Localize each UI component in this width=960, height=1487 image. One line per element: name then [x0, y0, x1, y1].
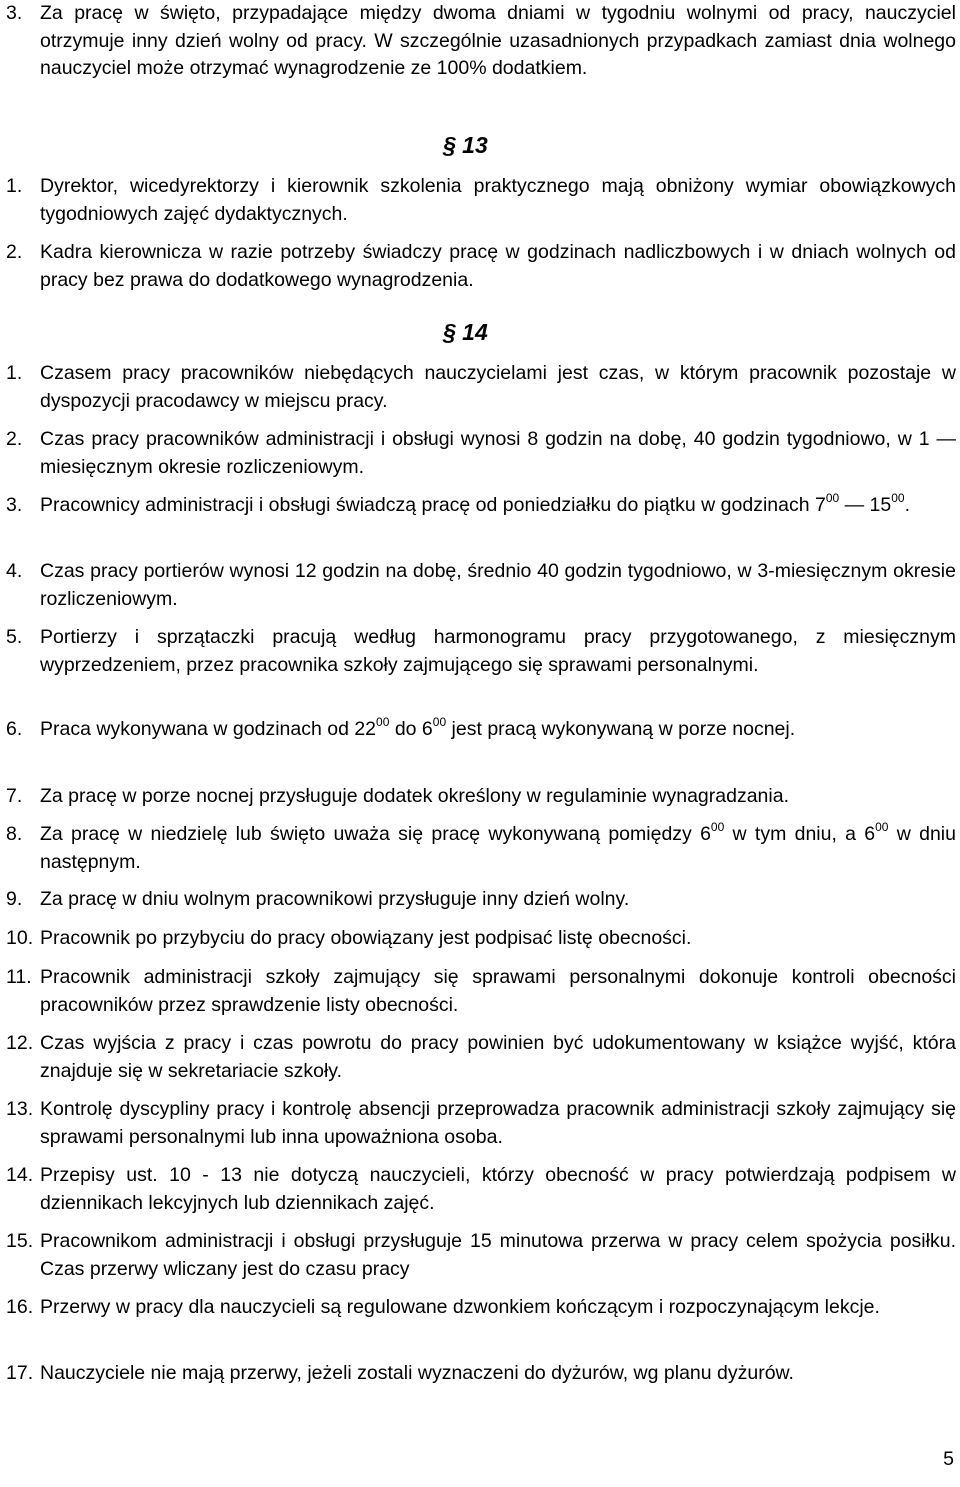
item-text: Czas pracy portierów wynosi 12 godzin na dobę, średnio 40 godzin tygodniowo, w 3-miesięcznym okresie rozliczeniowym. [40, 560, 956, 610]
text-part: w dniu następnym. [40, 823, 956, 873]
paragraph-item [6, 1294, 956, 1322]
paragraph-item [6, 821, 956, 876]
item-text: Portierzy i sprzątaczki pracują według harmonogramu pracy przygotowanego, z miesięcznym wyprzedzeniem, przez pracownika szkoły zajmującego się sprawami personalnymi. [40, 626, 956, 676]
paragraph-item [6, 1162, 956, 1217]
item-text [40, 821, 956, 876]
item-text: Czas wyjścia z pracy i czas powrotu do pracy powinien być udokumentowany w książce wyjść, która znajduje się w sekretariacie szkoły. [40, 1032, 956, 1082]
text-part: jest pracą wykonywaną w porze nocnej. [446, 718, 796, 740]
paragraph-item [6, 360, 956, 415]
paragraph-item [6, 1228, 956, 1283]
item-number: 5. [6, 626, 23, 648]
item-text: Czas pracy pracowników administracji i obsługi wynosi 8 godzin na dobę, 40 godzin tygodniowo, w 1 — miesięcznym okresie rozliczeniowym. [40, 428, 956, 478]
item-number: 6. [6, 718, 23, 740]
paragraph-item [6, 492, 956, 520]
item-text: Kadra kierownicza w razie potrzeby świadczy pracę w godzinach nadliczbowych i w dniach wolnych od pracy bez prawa do dodatkowego wynagrodzenia. [40, 241, 956, 291]
item-text: Pracownik administracji szkoły zajmujący się sprawami personalnymi dokonuje kontroli obecności pracowników przez sprawdzenie listy obecności. [40, 966, 956, 1016]
item-number: 3. [6, 2, 23, 24]
paragraph-item [6, 426, 956, 481]
item-number: 1. [6, 362, 23, 384]
superscript: 00 [710, 820, 725, 834]
item-number: 15. [6, 1230, 34, 1252]
section-heading-13: § 13 [443, 132, 488, 158]
page-number: 5 [943, 1448, 954, 1470]
paragraph-item [6, 964, 956, 1019]
item-text: Pracownik po przybyciu do pracy obowiązany jest podpisać listę obecności. [40, 927, 692, 949]
item-number: 2. [6, 241, 23, 263]
paragraph-item [6, 1030, 956, 1085]
item-text [40, 716, 956, 744]
text-part: do 6 [389, 718, 433, 740]
paragraph-item [6, 1360, 956, 1388]
item-text: Za pracę w święto, przypadające między dwoma dniami w tygodniu wolnymi od pracy, nauczyciel otrzymuje inny dzień wolny od pracy. W szczególnie uzasadnionych przypadkach zamiast dnia wolnego nauczyciel może otrzymać wynagrodzenie ze 100% dodatkiem. [40, 2, 956, 79]
item-number: 2. [6, 428, 23, 450]
item-number: 8. [6, 823, 23, 845]
paragraph-item [6, 173, 956, 228]
paragraph-item [6, 239, 956, 294]
item-number: 13. [6, 1098, 34, 1120]
text-part: w tym dniu, a 6 [724, 823, 876, 845]
item-number: 10. [6, 927, 34, 949]
item-number: 3. [6, 494, 23, 516]
text-part: — 15 [839, 494, 892, 516]
text-part: Praca wykonywana w godzinach od 22 [40, 718, 377, 740]
paragraph-item [6, 716, 956, 744]
item-text: Czasem pracy pracowników niebędących nauczycielami jest czas, w którym pracownik pozostaje w dyspozycji pracodawcy w miejscu pracy. [40, 362, 956, 412]
paragraph-item [6, 0, 956, 83]
item-number: 9. [6, 888, 23, 910]
paragraph-item [6, 624, 956, 679]
item-text: Przerwy w pracy dla nauczycieli są regulowane dzwonkiem kończącym i rozpoczynającym lekcje. [40, 1296, 880, 1318]
text-part: . [904, 494, 911, 516]
item-text: Kontrolę dyscypliny pracy i kontrolę absencji przeprowadza pracownik administracji szkoły zajmujący się sprawami personalnymi lub inna upoważniona osoba. [40, 1098, 956, 1148]
section-heading-14: § 14 [443, 319, 488, 345]
superscript: 00 [432, 715, 447, 729]
text-part: Pracownicy administracji i obsługi świadczą pracę od poniedziałku do piątku w godzinach 7 [40, 494, 826, 516]
item-number: 11. [6, 966, 32, 988]
item-number: 16. [6, 1296, 34, 1318]
paragraph-item [6, 783, 956, 811]
item-text: Za pracę w porze nocnej przysługuje dodatek określony w regulaminie wynagradzania. [40, 785, 789, 807]
item-text: Dyrektor, wicedyrektorzy i kierownik szkolenia praktycznego mają obniżony wymiar obowiązkowych tygodniowych zajęć dydaktycznych. [40, 175, 956, 225]
superscript: 00 [891, 491, 905, 505]
item-number: 17. [6, 1362, 34, 1384]
paragraph-item [6, 925, 956, 953]
text-part: Za pracę w niedzielę lub święto uważa się pracę wykonywaną pomiędzy 6 [40, 823, 711, 845]
paragraph-item [6, 1096, 956, 1151]
item-number: 4. [6, 560, 23, 582]
item-number: 14. [6, 1164, 34, 1186]
paragraph-item [6, 558, 956, 613]
superscript: 00 [376, 715, 390, 729]
item-text: Za pracę w dniu wolnym pracownikowi przysługuje inny dzień wolny. [40, 888, 630, 910]
item-number: 1. [6, 175, 23, 197]
item-text: Przepisy ust. 10 - 13 nie dotyczą nauczycieli, którzy obecność w pracy potwierdzają podpisem w dziennikach lekcyjnych lub dziennikach zajęć. [40, 1164, 956, 1214]
paragraph-item [6, 886, 956, 914]
item-number: 7. [6, 785, 23, 807]
item-text [40, 492, 956, 520]
item-text: Nauczyciele nie mają przerwy, jeżeli zostali wyznaczeni do dyżurów, wg planu dyżurów. [40, 1362, 794, 1384]
superscript: 00 [825, 491, 840, 505]
superscript: 00 [875, 820, 889, 834]
item-number: 12. [6, 1032, 34, 1054]
item-text: Pracownikom administracji i obsługi przysługuje 15 minutowa przerwa w pracy celem spożycia posiłku. Czas przerwy wliczany jest do czasu pracy [40, 1230, 956, 1280]
